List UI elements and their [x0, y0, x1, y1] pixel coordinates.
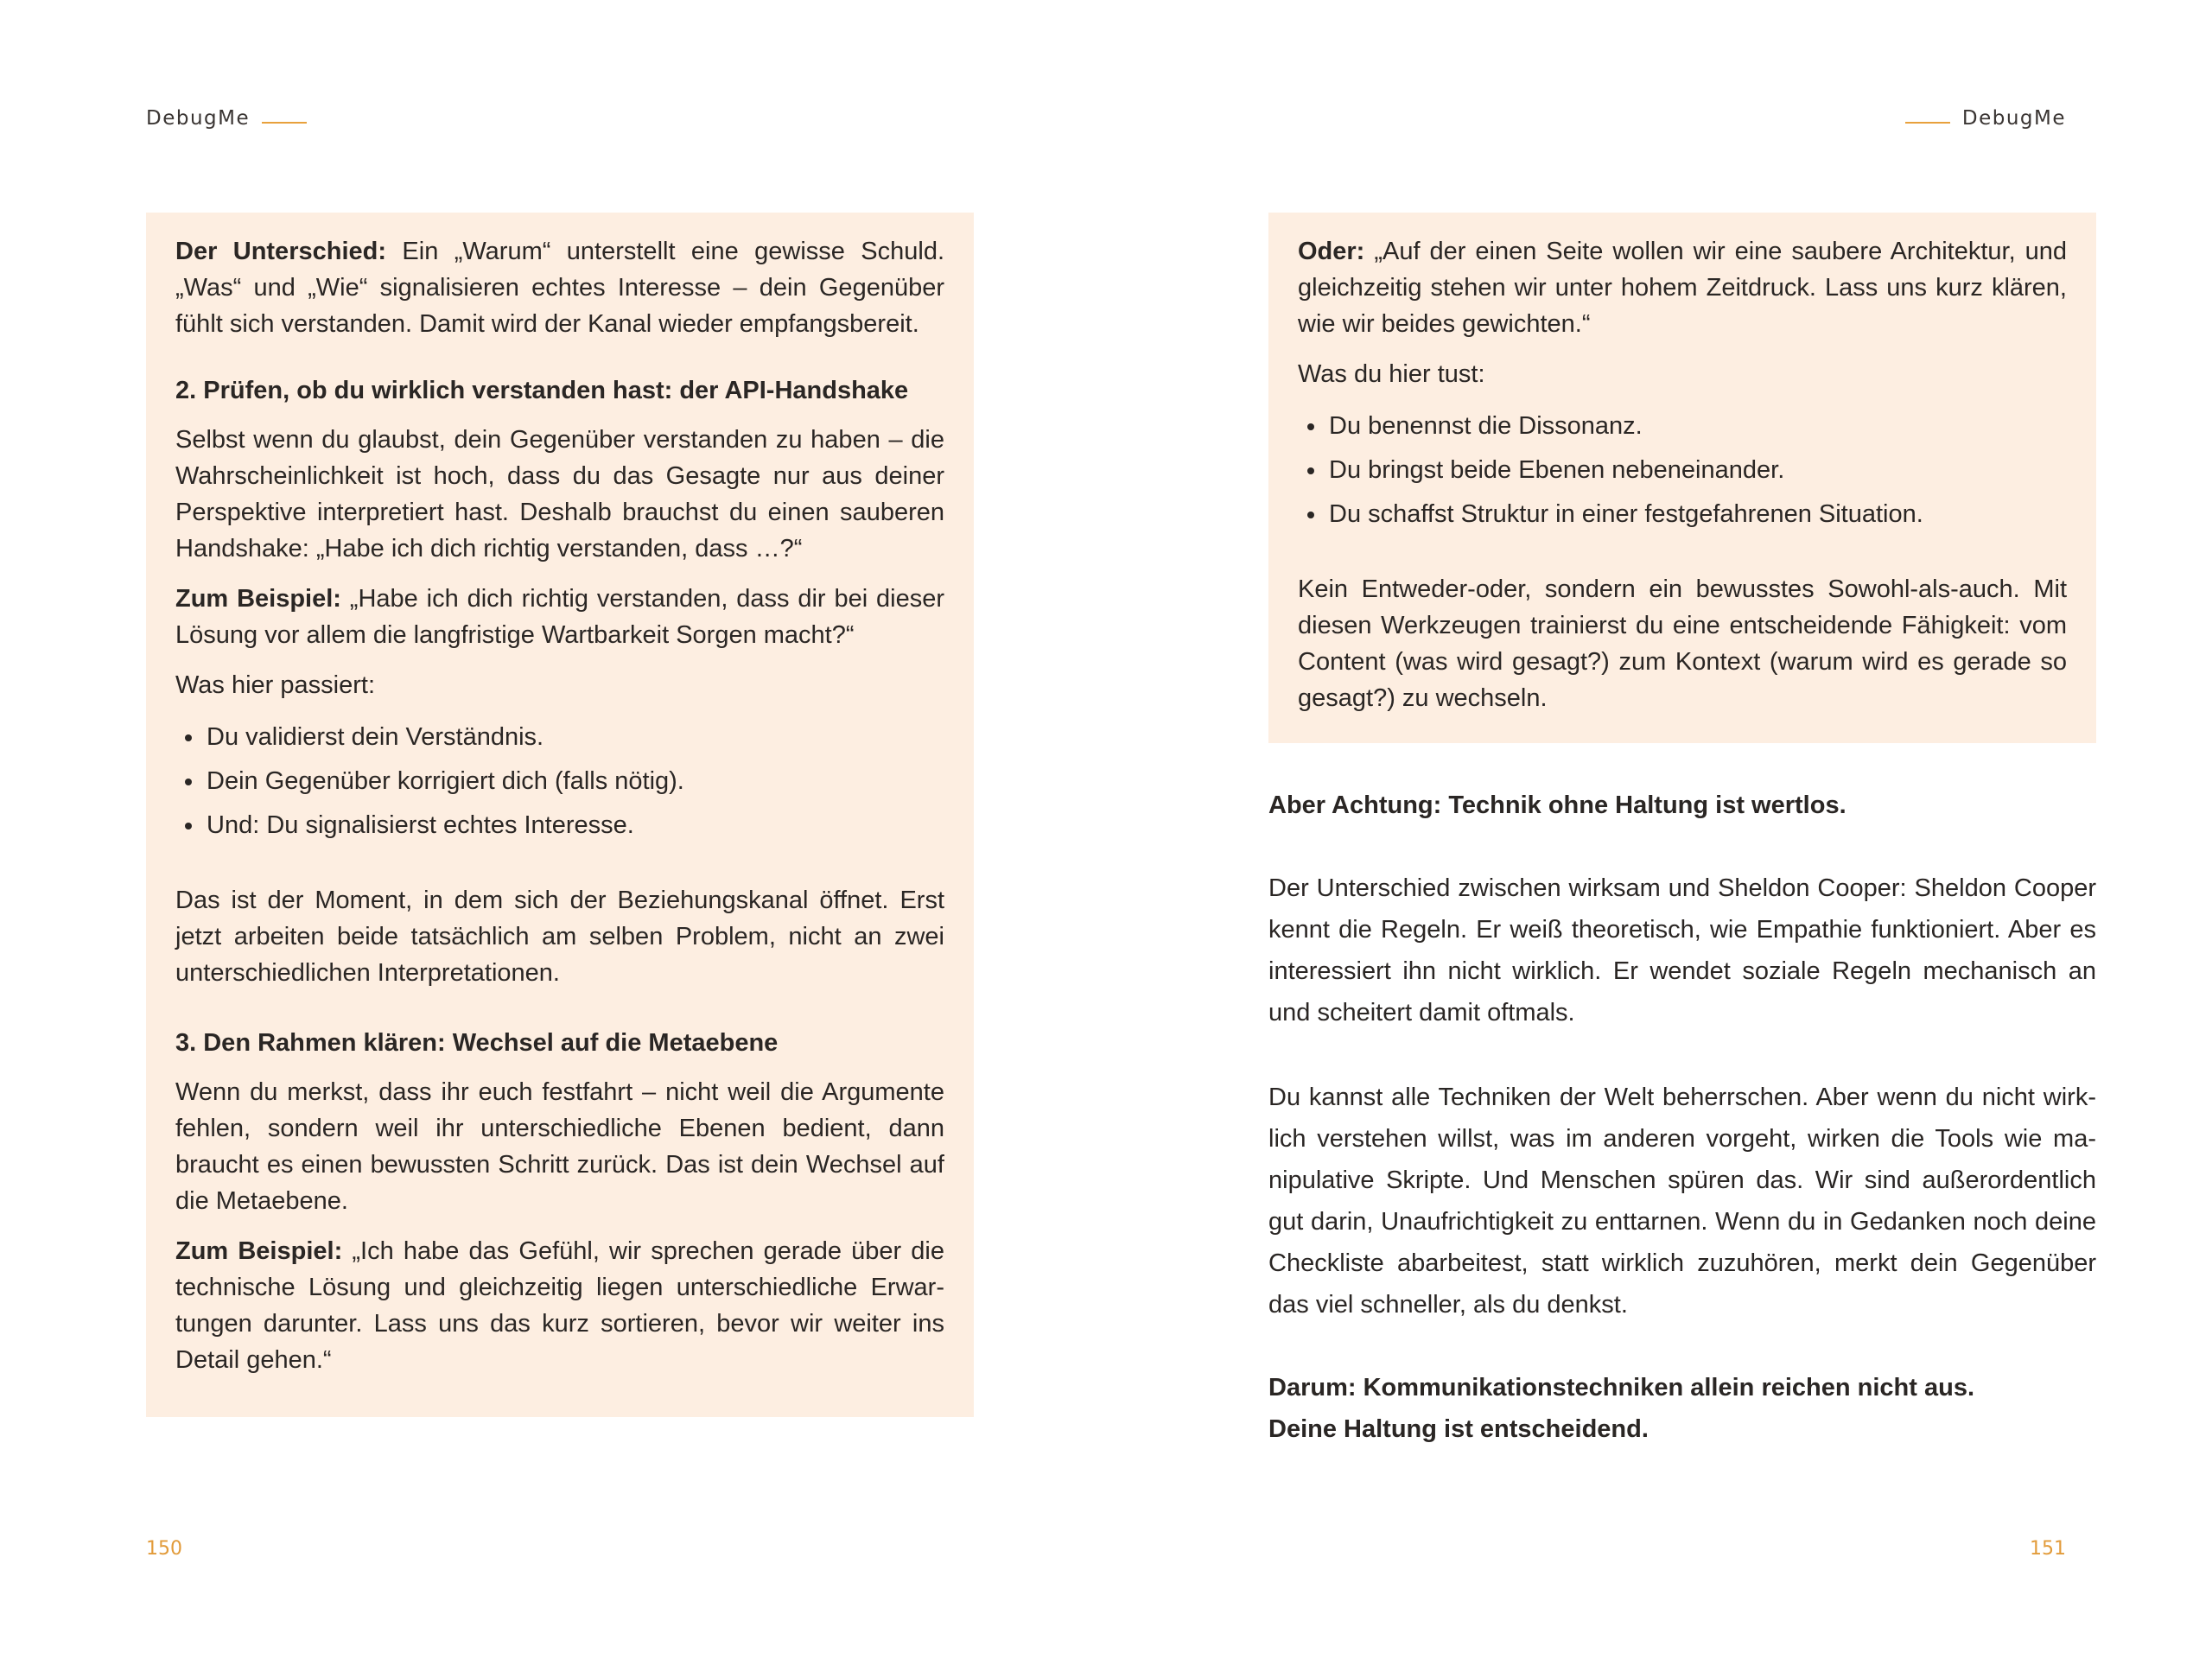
warning-text: Aber Achtung: Technik ohne Haltung ist wertlos.	[1268, 791, 1847, 819]
running-head-rule	[1905, 122, 1950, 124]
paragraph	[175, 233, 944, 342]
warning-line	[1268, 785, 2096, 826]
paragraph-label: Oder:	[1298, 238, 1365, 265]
running-head	[1905, 107, 2066, 130]
paragraph: Der Unterschied zwischen wirksam und Sheldon Cooper: Sheldon Cooper kennt die Regeln. Er weiß theoretisch, wie Empathie funktioniert. Aber es interessiert ihn nicht wirklich. Er wendet soziale Regeln mechanisch an und scheitert damit oftmals.	[1268, 874, 2096, 1027]
paragraph: Du kannst alle Techniken der Welt beherrschen. Aber wenn du nicht wirklich verstehen willst, was im anderen vorgeht, wirken die Tools wie manipulative Skripte. Und Menschen spüren das. Wir sind außerordentlich gut darin, Unaufrichtigkeit zu enttarnen. Wenn du in Gedanken noch deine Checkliste abarbeitest, statt wirklich zuzuhören, merkt dein Gegenüber das viel schneller, als du denkst.	[1268, 1084, 2096, 1319]
body-paragraph	[1268, 1077, 2096, 1325]
running-head-rule	[262, 122, 307, 124]
paragraph-text: „Auf der einen Seite wollen wir eine saubere Architektur, und gleichzeitig stehen wir unter hohem Zeitdruck. Lass uns kurz klären, wie wir beides gewichten.“	[1298, 238, 2067, 338]
section-heading: 3. Den Rahmen klären: Wechsel auf die Metaebene	[175, 1029, 779, 1057]
running-head-title: DebugMe	[1961, 107, 2066, 130]
bullet-list	[175, 715, 944, 848]
highlight-box	[146, 213, 974, 1417]
paragraph: Wenn du merkst, dass ihr euch festfahrt – nicht weil die Argumente fehlen, sondern weil ihr unterschiedliche Ebenen bedient, dann braucht es einen bewussten Schritt zurück. Das ist dein Wechsel auf die Metaebene.	[175, 1078, 944, 1215]
paragraph-label: Zum Beispiel:	[175, 1237, 343, 1265]
section-heading: 2. Prüfen, ob du wirklich verstanden hast: der API-Handshake	[175, 377, 909, 404]
page-number: 150	[146, 1538, 182, 1560]
paragraph	[175, 1233, 944, 1378]
running-head-title: DebugMe	[146, 107, 251, 130]
list-item: • Dein Gegenüber korrigiert dich (falls nötig).	[205, 760, 944, 804]
paragraph	[175, 581, 944, 653]
body-paragraph	[1268, 868, 2096, 1033]
conclusion	[1268, 1367, 2096, 1450]
right-page	[1106, 0, 2212, 1659]
list-item: • Und: Du signalisierst echtes Interesse.	[205, 804, 944, 848]
paragraph: Das ist der Moment, in dem sich der Beziehungskanal öffnet. Erst jetzt arbeiten beide tatsächlich am selben Problem, nicht an zwei unterschiedlichen Interpretationen.	[175, 887, 944, 987]
list-item: • Du schaffst Struktur in einer festgefahrenen Situation.	[1327, 493, 2067, 537]
conclusion-line: Deine Haltung ist entscheidend.	[1268, 1415, 1649, 1443]
paragraph: Was hier passiert:	[175, 671, 375, 699]
highlight-box	[1268, 213, 2096, 743]
list-item: • Du validierst dein Verständnis.	[205, 715, 944, 760]
bullet-list	[1298, 404, 2067, 537]
running-head	[146, 107, 307, 130]
paragraph-label: Zum Beispiel:	[175, 585, 341, 613]
paragraph	[1298, 233, 2067, 342]
conclusion-line: Darum: Kommunikationstechniken allein reichen nicht aus.	[1268, 1374, 1975, 1402]
list-item: • Du bringst beide Ebenen nebeneinander.	[1327, 448, 2067, 493]
paragraph-label: Der Unterschied:	[175, 238, 387, 265]
page-number: 151	[2030, 1538, 2066, 1560]
paragraph: Selbst wenn du glaubst, dein Gegenüber verstanden zu haben – die Wahrscheinlichkeit ist hoch, dass du das Gesagte nur aus deiner Perspektive interpretiert hast. Deshalb brauchst du einen sauberen Handshake: „Habe ich dich richtig verstanden, dass …?“	[175, 426, 944, 563]
paragraph: Was du hier tust:	[1298, 360, 1485, 388]
paragraph-text: „Ich habe das Gefühl, wir sprechen gerade über die technische Lösung und gleichzeitig liegen unterschiedliche Erwartungen darunter. Lass uns das kurz sortieren, bevor wir weiter ins Detail gehen.“	[175, 1237, 944, 1374]
paragraph-text: „Habe ich dich richtig verstanden, dass dir bei dieser Lösung vor allem die langfristige Wartbarkeit Sorgen macht?“	[175, 585, 944, 649]
paragraph-text: Ein „Warum“ unterstellt eine gewisse Schuld. „Was“ und „Wie“ signalisieren echtes Interesse – dein Gegenüber fühlt sich verstanden. Damit wird der Kanal wieder empfangsbereit.	[175, 238, 945, 338]
paragraph: Kein Entweder-oder, sondern ein bewusstes Sowohl-als-auch. Mit diesen Werkzeugen trainierst du eine entscheidende Fähigkeit: vom Content (was wird gesagt?) zum Kontext (warum wird es gerade so gesagt?) zu wechseln.	[1298, 575, 2067, 712]
list-item: • Du benennst die Dissonanz.	[1327, 404, 2067, 448]
